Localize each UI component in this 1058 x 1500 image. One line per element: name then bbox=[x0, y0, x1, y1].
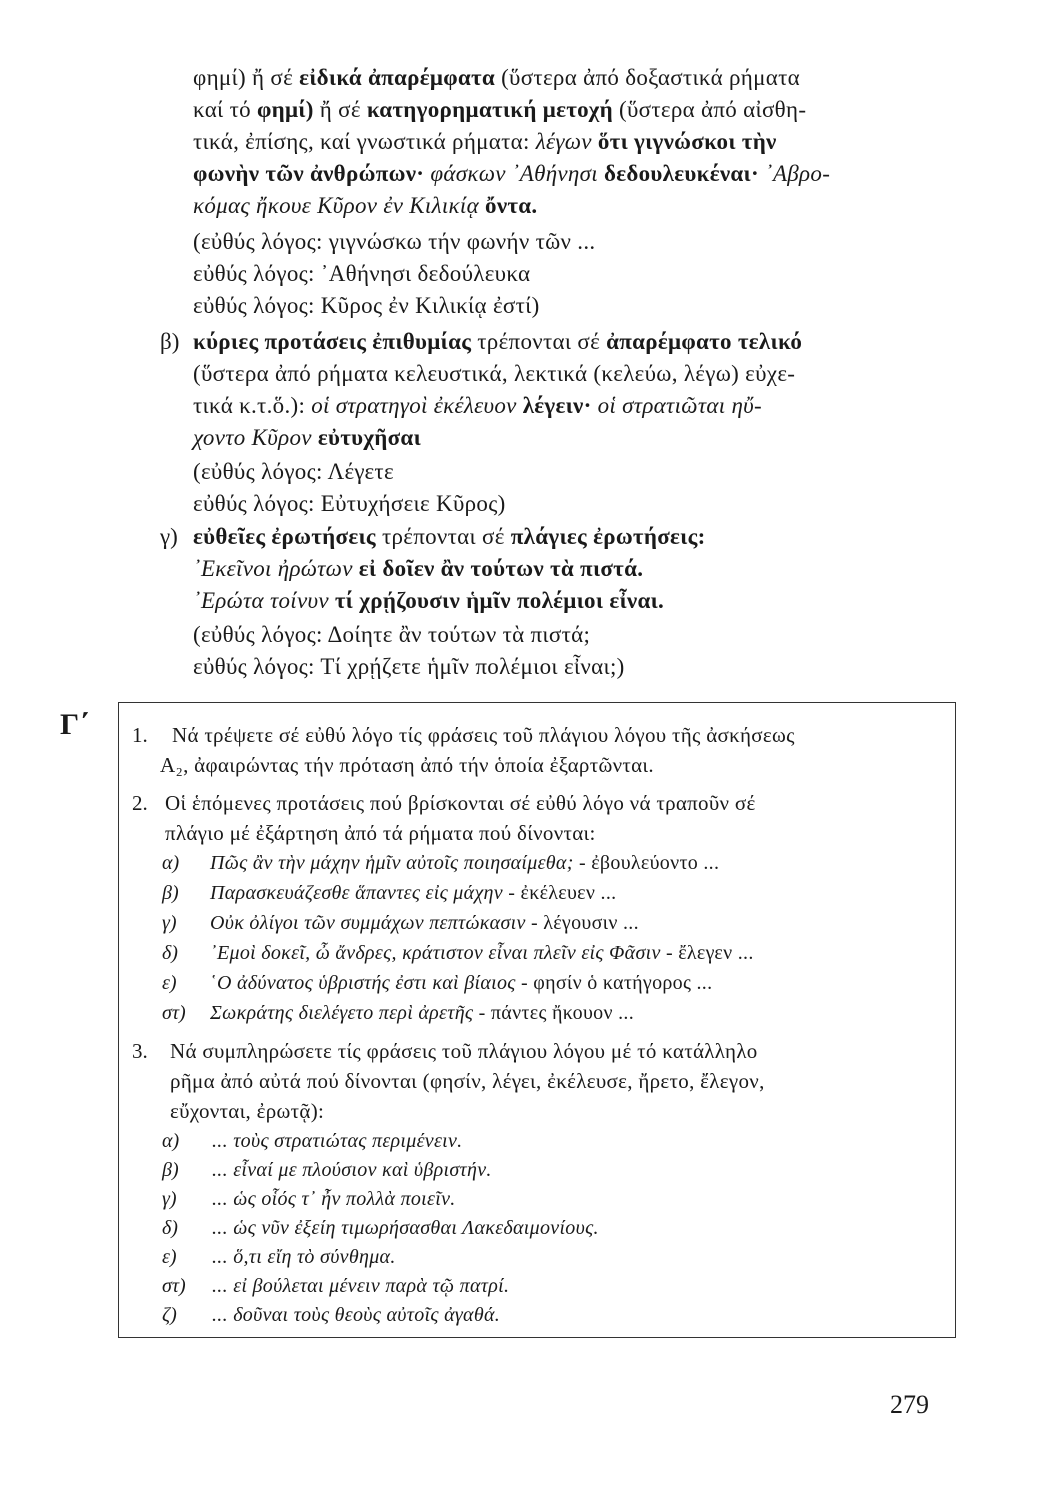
item-marker: α) bbox=[162, 852, 180, 874]
list-item bbox=[210, 850, 719, 876]
text-line bbox=[172, 722, 795, 748]
list-item bbox=[210, 940, 754, 966]
item-marker: β) bbox=[162, 882, 179, 904]
text-run: Νά συμπληρώσετε τίς φράσεις τοῦ πλάγιου λόγου μέ τό κατάλληλο bbox=[170, 1039, 758, 1063]
list-item bbox=[212, 1273, 509, 1299]
text-run: πλάγιες ἐρωτήσεις: bbox=[510, 524, 706, 549]
text-run: Α₂, ἀφαιρώντας τήν πρόταση ἀπό τήν ὁποία ἐξαρτῶνται. bbox=[160, 753, 654, 777]
text-run: τικά κ.τ.ὅ.): bbox=[193, 393, 312, 418]
text-line bbox=[170, 1038, 758, 1064]
section-letter: Γ΄ bbox=[60, 708, 90, 741]
text-line bbox=[193, 128, 777, 156]
text-line bbox=[193, 424, 421, 452]
text-line bbox=[193, 328, 802, 356]
text-line bbox=[193, 96, 806, 124]
text-run: ... εἰ βούλεται μένειν παρὰ τῷ πατρί. bbox=[212, 1275, 510, 1297]
text-line bbox=[170, 1068, 765, 1094]
text-line bbox=[193, 653, 625, 681]
text-run: λέγων bbox=[535, 129, 592, 154]
list-item bbox=[210, 880, 616, 906]
text-run: Οἱ ἑπόμενες προτάσεις πού βρίσκονται σέ εὐθύ λόγο νά τραποῦν σέ bbox=[165, 791, 756, 815]
text-run: ᾿Εμοὶ δοκεῖ, ὦ ἄνδρες, κράτιστον εἶναι πλεῖν εἰς Φᾶσιν bbox=[210, 942, 661, 964]
list-marker: γ) bbox=[160, 524, 178, 549]
text-run: ... ὡς οἷός τ᾿ ἦν πολλὰ ποιεῖν. bbox=[212, 1188, 456, 1210]
text-run: ῾Ο ἀδύνατος ὑβριστής ἐστι καὶ βίαιος bbox=[210, 972, 516, 994]
list-marker: β) bbox=[160, 329, 180, 354]
text-run: - φησίν ὁ κατήγορος ... bbox=[515, 972, 713, 994]
text-run: εὐθύς λόγος: ᾿Αθήνησι δεδούλευκα bbox=[193, 261, 531, 286]
text-run: ᾿Αβρο- bbox=[758, 161, 831, 186]
text-run: εὐθεῖες ἐρωτήσεις bbox=[193, 524, 376, 549]
text-line bbox=[193, 523, 706, 551]
item-marker: γ) bbox=[162, 912, 177, 934]
text-run: τρέπονται σέ bbox=[471, 329, 607, 354]
text-run: - ἐβουλεύοντο ... bbox=[573, 852, 720, 874]
text-run: (ὕστερα ἀπό ρήματα κελευστικά, λεκτικά (κελεύω, λέγω) εὐχε- bbox=[193, 361, 796, 386]
text-run: λέγειν· bbox=[516, 393, 592, 418]
text-line bbox=[160, 752, 654, 778]
text-line bbox=[193, 392, 762, 420]
item-marker: ε) bbox=[162, 972, 177, 994]
text-run: ... εἶναί με πλούσιον καὶ ὑβριστήν. bbox=[212, 1159, 492, 1181]
text-run: Σωκράτης διελέγετο περὶ ἀρετῆς bbox=[210, 1002, 474, 1024]
text-line bbox=[165, 820, 596, 846]
text-line bbox=[193, 192, 537, 220]
text-line bbox=[193, 360, 795, 388]
list-item bbox=[212, 1302, 500, 1328]
text-run: δεδουλευκέναι· bbox=[597, 161, 759, 186]
list-item bbox=[212, 1128, 462, 1154]
exercise-number: 3. bbox=[132, 1039, 148, 1063]
item-marker: γ) bbox=[162, 1188, 177, 1210]
text-line bbox=[193, 555, 643, 583]
text-run: - πάντες ἤκουον ... bbox=[473, 1002, 635, 1024]
text-run: ᾿Εκεῖνοι ἠρώτων bbox=[193, 556, 353, 581]
text-run: εὐθύς λόγος: Εὐτυχήσειε Κῦρος) bbox=[193, 491, 506, 516]
text-line bbox=[193, 292, 540, 320]
text-run: ὄντα. bbox=[478, 193, 538, 218]
text-run: Πῶς ἂν τὴν μάχην ἡμῖν αὐτοῖς ποιησαίμεθα; bbox=[210, 852, 574, 874]
text-line bbox=[193, 490, 506, 518]
list-item bbox=[210, 1000, 634, 1026]
text-line bbox=[193, 260, 530, 288]
text-run: - λέγουσιν ... bbox=[525, 912, 639, 934]
text-line bbox=[193, 458, 394, 486]
text-run: φημί) bbox=[256, 97, 314, 122]
list-item bbox=[212, 1186, 456, 1212]
text-run: οἱ στρατιῶται ηὔ- bbox=[591, 393, 762, 418]
item-marker: α) bbox=[162, 1130, 180, 1152]
text-run: κύριες προτάσεις ἐπιθυμίας bbox=[193, 329, 472, 354]
text-line bbox=[193, 64, 800, 92]
text-line bbox=[193, 160, 830, 188]
item-marker: δ) bbox=[162, 942, 178, 964]
text-run: εἰ δοῖεν ἂν τούτων τὰ πιστά. bbox=[352, 556, 644, 581]
text-run: καί τό bbox=[193, 97, 257, 122]
text-run: ὅτι γιγνώσκοι τὴν bbox=[591, 129, 777, 154]
text-run: εὔχονται, ἐρωτᾷ): bbox=[170, 1099, 325, 1123]
text-run: εὐθύς λόγος: Τί χρῄζετε ἡμῖν πολέμιοι εἶναι;) bbox=[193, 654, 625, 679]
text-line bbox=[193, 228, 595, 256]
text-run: εὐθύς λόγος: Κῦρος ἐν Κιλικίᾳ ἐστί) bbox=[193, 293, 540, 318]
item-marker: ε) bbox=[162, 1246, 177, 1268]
text-run: (ὕστερα ἀπό δοξαστικά ρήματα bbox=[495, 65, 801, 90]
text-run: ... ὡς νῦν ἐξείη τιμωρήσασθαι Λακεδαιμονίους. bbox=[212, 1217, 599, 1239]
item-marker: β) bbox=[162, 1159, 179, 1181]
text-run: (εὐθύς λόγος: Δοίητε ἂν τούτων τὰ πιστά; bbox=[193, 622, 591, 647]
text-run: ... τοὺς στρατιώτας περιμένειν. bbox=[212, 1130, 463, 1152]
list-item bbox=[210, 970, 712, 996]
text-run: Παρασκευάζεσθε ἅπαντες εἰς μάχην bbox=[210, 882, 503, 904]
text-run: - ἔλεγεν ... bbox=[660, 942, 754, 964]
text-run: χοντο Κῦρον bbox=[193, 425, 312, 450]
text-run: (εὐθύς λόγος: γιγνώσκω τήν φωνήν τῶν ... bbox=[193, 229, 596, 254]
item-marker: στ) bbox=[162, 1002, 186, 1024]
list-item bbox=[212, 1244, 396, 1270]
text-line bbox=[165, 790, 756, 816]
text-run: ... δοῦναι τοὺς θεοὺς αὐτοῖς ἀγαθά. bbox=[212, 1304, 501, 1326]
text-run: (εὐθύς λόγος: Λέγετε bbox=[193, 459, 394, 484]
text-run: πλάγιο μέ ἐξάρτηση ἀπό τά ρήματα πού δίνονται: bbox=[165, 821, 596, 845]
item-marker: δ) bbox=[162, 1217, 178, 1239]
text-run: τρέπονται σέ bbox=[375, 524, 511, 549]
list-item bbox=[212, 1157, 492, 1183]
page-number: 279 bbox=[890, 1390, 929, 1419]
list-item bbox=[210, 910, 639, 936]
text-run: φημί) ἤ σέ bbox=[193, 65, 300, 90]
text-line bbox=[193, 587, 664, 615]
exercise-number: 1. bbox=[132, 723, 148, 747]
item-marker: ζ) bbox=[162, 1304, 177, 1326]
exercise-number: 2. bbox=[132, 791, 148, 815]
text-run: εὐτυχῆσαι bbox=[311, 425, 421, 450]
text-run: ρῆμα ἀπό αὐτά πού δίνονται (φησίν, λέγει, ἐκέλευσε, ἤρετο, ἔλεγον, bbox=[170, 1069, 765, 1093]
text-run: ἀπαρέμφατο τελικό bbox=[606, 329, 803, 354]
text-line bbox=[170, 1098, 324, 1124]
text-run: ᾿Ερώτα τοίνυν bbox=[193, 588, 329, 613]
text-run: - ἐκέλευεν ... bbox=[502, 882, 617, 904]
text-line bbox=[193, 621, 590, 649]
text-run: τί χρῄζουσιν ἡμῖν πολέμιοι εἶναι. bbox=[328, 588, 665, 613]
list-item bbox=[212, 1215, 599, 1241]
text-run: κατηγορηματική μετοχή bbox=[366, 97, 613, 122]
text-run: Οὐκ ὀλίγοι τῶν συμμάχων πεπτώκασιν bbox=[210, 912, 526, 934]
text-run: Νά τρέψετε σέ εὐθύ λόγο τίς φράσεις τοῦ πλάγιου λόγου τῆς ἀσκήσεως bbox=[172, 723, 795, 747]
text-run: οἱ στρατηγοὶ ἐκέλευον bbox=[311, 393, 517, 418]
text-run: κόμας ἤκουε Κῦρον ἐν Κιλικίᾳ bbox=[193, 193, 479, 218]
text-run: ... ὅ,τι εἴη τὸ σύνθημα. bbox=[212, 1246, 396, 1268]
text-run: φάσκων ᾿Αθήνησι bbox=[424, 161, 598, 186]
text-run: (ὕστερα ἀπό αἰσθη- bbox=[612, 97, 807, 122]
text-run: εἰδικά ἀπαρέμφατα bbox=[299, 65, 496, 90]
text-run: τικά, ἐπίσης, καί γνωστικά ρήματα: bbox=[193, 129, 536, 154]
text-run: φωνὴν τῶν ἀνθρώπων· bbox=[193, 161, 425, 186]
text-run: ἤ σέ bbox=[313, 97, 367, 122]
item-marker: στ) bbox=[162, 1275, 186, 1297]
